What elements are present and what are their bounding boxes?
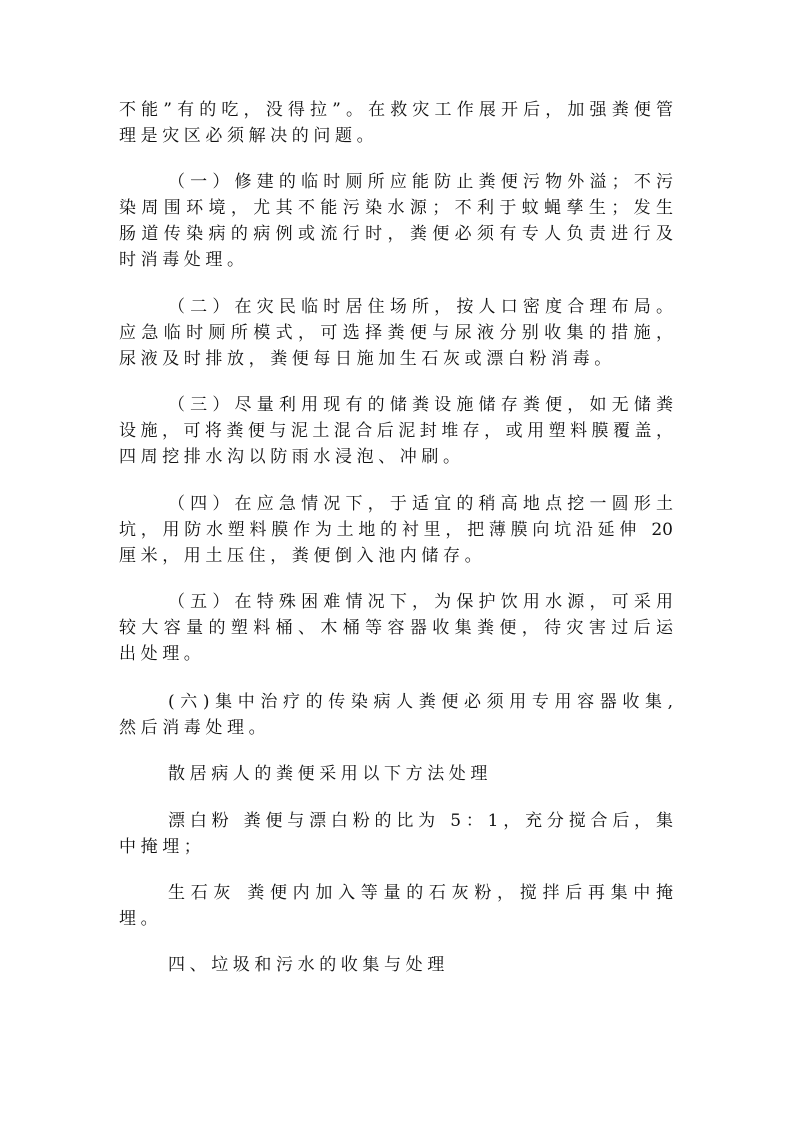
text-line: 生石灰 粪便内加入等量的石灰粉，搅拌后再集中掩	[168, 883, 673, 903]
text-line: 坑，用防水塑料膜作为土地的衬里，把薄膜向坑沿延伸 20	[119, 520, 673, 540]
text-line: 理是灾区必须解决的问题。	[119, 126, 379, 146]
text-line: 设施，可将粪便与泥土混合后泥封堆存，或用塑料膜覆盖，	[119, 421, 673, 441]
text-line: 厘米，用土压住，粪便倒入池内储存。	[119, 546, 487, 566]
text-line: （一）修建的临时厕所应能防止粪便污物外溢；不污	[168, 172, 673, 192]
text-line: 肠道传染病的病例或流行时，粪便必须有专人负责进行及	[119, 224, 673, 244]
text-line: 染周围环境，尤其不能污染水源；不利于蚊蝇孳生；发生	[119, 198, 673, 218]
text-line: (六)集中治疗的传染病人粪便必须用专用容器收集,	[168, 692, 673, 712]
text-line: （三）尽量利用现有的储粪设施储存粪便，如无储粪	[168, 395, 673, 415]
text-line: 较大容量的塑料桶、木桶等容器收集粪便，待灾害过后运	[119, 618, 673, 638]
text-line: 中掩埋；	[119, 837, 206, 857]
text-line: 散居病人的粪便采用以下方法处理	[168, 764, 492, 784]
text-line: 埋。	[119, 909, 163, 929]
text-line: （二）在灾民临时居住场所，按人口密度合理布局。	[168, 297, 673, 317]
text-line: 尿液及时排放，粪便每日施加生石灰或漂白粉消毒。	[119, 349, 616, 369]
section-heading: 四、垃圾和污水的收集与处理	[168, 955, 449, 975]
text-line: 出处理。	[119, 644, 206, 664]
text-line: （四）在应急情况下，于适宜的稍高地点挖一圆形土	[168, 494, 673, 514]
text-line: 然后消毒处理。	[119, 718, 271, 738]
text-line: 时消毒处理。	[119, 250, 249, 270]
text-line: 不能”有的吃，没得拉”。在救灾工作展开后，加强粪便管	[119, 100, 673, 120]
text-line: 应急临时厕所模式，可选择粪便与尿液分别收集的措施，	[119, 323, 673, 343]
text-line: （五）在特殊困难情况下，为保护饮用水源，可采用	[168, 592, 673, 612]
text-line: 四周挖排水沟以防雨水浸泡、冲刷。	[119, 447, 465, 467]
text-line: 漂白粉 粪便与漂白粉的比为 5：1，充分搅合后，集	[168, 811, 673, 831]
